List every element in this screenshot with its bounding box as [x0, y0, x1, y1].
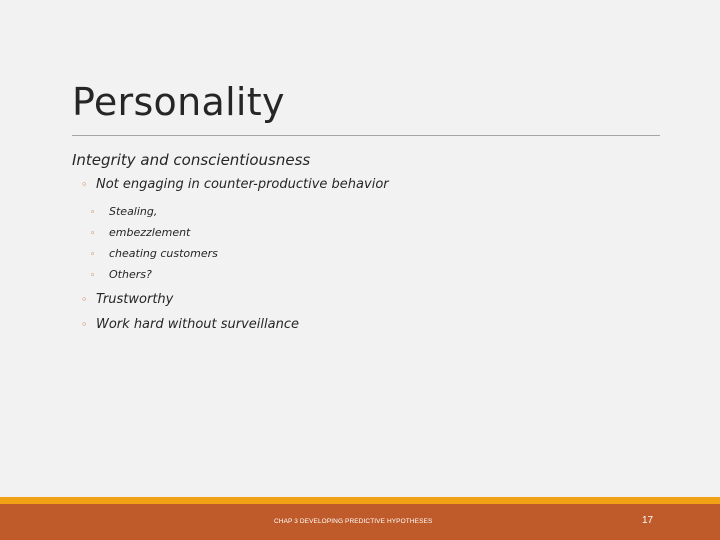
- list-item-text: Not engaging in counter-productive behavior: [96, 177, 389, 192]
- sub-list-item: [72, 222, 662, 243]
- bullet-icon: ◦: [90, 250, 96, 260]
- sub-list-item: [72, 201, 662, 222]
- bullet-icon: ◦: [81, 293, 88, 306]
- heading-integrity: Integrity and conscientiousness: [72, 151, 311, 169]
- footer-text: CHAP 3 DEVELOPING PREDICTIVE HYPOTHESES: [274, 518, 433, 525]
- list-item-text: Trustworthy: [96, 292, 174, 307]
- list-item: [72, 172, 662, 197]
- footer-accent-strip: [0, 497, 720, 504]
- bullet-icon: ◦: [90, 208, 96, 218]
- list-item-text: Work hard without surveillance: [96, 317, 299, 332]
- bullet-icon: ◦: [90, 271, 96, 281]
- bullet-icon: ◦: [90, 229, 96, 239]
- slide-content: [72, 148, 662, 337]
- title-divider: [72, 135, 660, 136]
- sub-list-item-text: Others?: [109, 268, 152, 281]
- bullet-list: [72, 172, 662, 337]
- sub-list-item: [72, 243, 662, 264]
- sub-list-item-text: cheating customers: [109, 247, 218, 260]
- list-item: [72, 287, 662, 312]
- slide-title: Personality: [72, 80, 285, 124]
- bullet-icon: ◦: [81, 178, 88, 191]
- page-number: 17: [642, 515, 654, 526]
- sub-bullet-list: [72, 201, 662, 285]
- bullet-icon: ◦: [81, 318, 88, 331]
- sub-list-item-text: embezzlement: [109, 226, 191, 239]
- sub-list-item-text: Stealing,: [109, 205, 158, 218]
- sub-list-item: [72, 264, 662, 285]
- list-item: [72, 312, 662, 337]
